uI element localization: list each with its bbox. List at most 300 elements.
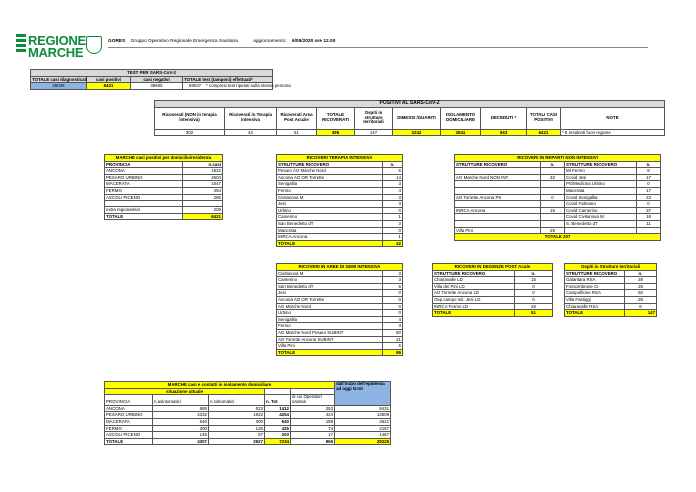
- semi-row-value: 50: [383, 329, 403, 336]
- reparti-row-left-name: [455, 168, 541, 175]
- domicilio-row-value: 2604: [183, 174, 223, 181]
- territoriali-row-name: Campofilone RSA: [565, 290, 625, 297]
- isolamento-cell: 146: [153, 432, 209, 439]
- semi-row-value: 3: [383, 277, 403, 284]
- reparti-row-right-name: Covid Fabriano: [565, 201, 637, 208]
- isolamento-cell: 74: [291, 425, 335, 432]
- domicilio-row-name: FERMO: [105, 187, 183, 194]
- reparti-row-left-name: AO Marche Nord NON INT.: [455, 174, 541, 181]
- reparti-row: [455, 227, 661, 234]
- territoriali-total-label: TOTALE: [565, 310, 625, 317]
- reparti-row-left-name: [455, 181, 541, 188]
- reparti-row-left-value: 15: [541, 207, 565, 214]
- semi-body: [277, 270, 403, 349]
- isolamento-cell: 2157: [335, 425, 391, 432]
- reparti-row-left-value: [541, 187, 565, 194]
- reparti-row-left-value: 32: [541, 174, 565, 181]
- reparti-h3: STRUTTURE RICOVERO: [565, 161, 637, 168]
- reparti-row-left-name: [455, 187, 541, 194]
- isolamento-row: [105, 418, 391, 425]
- domicilio-h1: PROVINCIA: [105, 161, 183, 168]
- semi-row-name: Fermo: [277, 323, 383, 330]
- semi-row-value: 3: [383, 270, 403, 277]
- isolamento-h-prov: PROVINCIA: [105, 395, 153, 406]
- semi-row-name: Villa Pini: [277, 343, 383, 350]
- header-strip: [108, 39, 339, 44]
- ti-row: [277, 168, 403, 175]
- ti-h2: n.: [383, 161, 403, 168]
- territoriali-row-name: Galantara RSA: [565, 277, 625, 284]
- semi-row-value: 0: [383, 310, 403, 317]
- domicilio-row-name: ANCONA: [105, 168, 183, 175]
- postacute-body: [433, 277, 553, 310]
- territoriali-row-name: Villa Fastiggi: [565, 296, 625, 303]
- reparti-row-left-name: [455, 201, 541, 208]
- reparti-row-right-name: MI Fermo: [565, 168, 637, 175]
- isolamento-cell: ANCONA: [105, 405, 153, 412]
- domicilio-body: [105, 168, 223, 214]
- positivi-h4: Ospiti in strutture territoriali: [355, 107, 393, 129]
- semi-row-value: 0: [383, 296, 403, 303]
- ti-row-name: San Benedetto dT: [277, 220, 383, 227]
- isolamento-total-cell: 966: [291, 438, 335, 445]
- ti-row-value: 0: [383, 207, 403, 214]
- tests-header-pos: casi positivi: [87, 76, 131, 83]
- logo-line-2: MARCHE: [28, 44, 84, 60]
- semi-row-value: 5: [383, 283, 403, 290]
- reparti-row-right-value: 17: [637, 187, 661, 194]
- semi-title: RICOVERI IN AREE DI SEMI INTENSIVA: [277, 264, 403, 271]
- positivi-h7: DECEDUTI *: [481, 107, 527, 129]
- postacute-row-value: 0: [515, 283, 553, 290]
- semi-total-label: TOTALE: [277, 349, 383, 356]
- reparti-table: [454, 154, 661, 241]
- tests-pos-value: 6421: [87, 83, 131, 90]
- domicilio-table: [104, 154, 223, 220]
- reparti-row-left-name: [455, 220, 541, 227]
- ti-row-value: 4: [383, 187, 403, 194]
- isolamento-h-oper: di cui Operatori sanitari: [291, 395, 335, 406]
- ti-h1: STRUTTURE RICOVERO: [277, 161, 383, 168]
- reparti-row: [455, 174, 661, 181]
- domicilio-row: [105, 187, 223, 194]
- semi-row-value: 0: [383, 290, 403, 297]
- domicilio-row-name: extra regionale/al: [105, 207, 183, 214]
- org-acronym: GORES: [108, 39, 126, 44]
- domicilio-row: [105, 181, 223, 188]
- postacute-row-value: 0: [515, 296, 553, 303]
- semi-row: [277, 343, 403, 350]
- domicilio-row-value: 1822: [183, 168, 223, 175]
- semi-row-name: Jesi: [277, 290, 383, 297]
- territoriali-title: Ospiti in Strutture territoriali: [565, 264, 657, 271]
- postacute-row: [433, 283, 553, 290]
- isolamento-total-cell: 2927: [209, 438, 265, 445]
- semi-row: [277, 336, 403, 343]
- reparti-body: [455, 168, 661, 234]
- ti-row: [277, 214, 403, 221]
- isolamento-cell: 523: [209, 405, 265, 412]
- isolamento-cell: 4254: [265, 412, 291, 419]
- territoriali-total-value: 147: [625, 310, 657, 317]
- territoriali-table: [564, 263, 657, 317]
- isolamento-h-epi: dall'inizio dell'epidemia ad oggi N.tot: [335, 382, 391, 406]
- semi-row: [277, 290, 403, 297]
- reparti-row-left-value: [541, 168, 565, 175]
- isolamento-cell: 889: [153, 405, 209, 412]
- ti-row-name: Camerino: [277, 214, 383, 221]
- postacute-total-value: 51: [515, 310, 553, 317]
- isolamento-cell: 17: [291, 432, 335, 439]
- semi-row-name: San Benedetto dT: [277, 283, 383, 290]
- isolamento-cell: FERMO: [105, 425, 153, 432]
- semi-row-name: Camerino: [277, 277, 383, 284]
- isolamento-total-cell: 29225: [335, 438, 391, 445]
- isolamento-row: [105, 425, 391, 432]
- semi-row-name: Urbino: [277, 310, 383, 317]
- isolamento-cell: 57: [209, 432, 265, 439]
- tests-neg-value: 38605: [131, 83, 183, 90]
- ti-row-value: 0: [383, 227, 403, 234]
- reparti-row-left-name: Villa Pini: [455, 227, 541, 234]
- positivi-h6: ISOLAMENTO DOMICILIARE: [441, 107, 481, 129]
- reparti-total: [455, 234, 661, 241]
- isolamento-cell: 203: [265, 432, 291, 439]
- reparti-row-right-name: Covid Jesi: [565, 174, 637, 181]
- isolamento-row: [105, 432, 391, 439]
- territoriali-h2: n.: [625, 270, 657, 277]
- domicilio-row-name: MACERATA: [105, 181, 183, 188]
- tests-table: [30, 69, 291, 90]
- positivi-v4: 147: [355, 129, 393, 136]
- territoriali-row: [565, 283, 657, 290]
- domicilio-total-label: TOTALE: [105, 213, 183, 220]
- ti-row-value: 1: [383, 214, 403, 221]
- domicilio-row: [105, 207, 223, 214]
- isolamento-cell: 13509: [335, 412, 391, 419]
- domicilio-row-name: PESARO URBINO: [105, 174, 183, 181]
- tests-header-total: TOTALE casi diagnosticati: [32, 76, 88, 82]
- isolamento-cell: PESARO URBINO: [105, 412, 153, 419]
- positivi-table: [154, 100, 665, 136]
- positivi-h8: TOTALI CASI POSITIVI: [527, 107, 561, 129]
- isolamento-cell: 300: [209, 418, 265, 425]
- reparti-row-right-name: PS/Medicina Urbino: [565, 181, 637, 188]
- semi-row: [277, 270, 403, 277]
- reparti-h1: STRUTTURE RICOVERO: [455, 161, 541, 168]
- postacute-row: [433, 303, 553, 310]
- semi-row: [277, 303, 403, 310]
- positivi-h0: Ricoverati (NON in terapia intensiva): [155, 107, 225, 129]
- isolamento-total-cell: TOTALE: [105, 438, 153, 445]
- reparti-row-right-name: Covid Civitanova M: [565, 214, 637, 221]
- reparti-row: [455, 168, 661, 175]
- domicilio-row-value: 454: [183, 187, 223, 194]
- isolamento-row: [105, 405, 391, 412]
- isolamento-cell: 424: [291, 412, 335, 419]
- reparti-row: [455, 194, 661, 201]
- ti-row-value: 3: [383, 181, 403, 188]
- semi-row: [277, 316, 403, 323]
- isolamento-total-cell: 4307: [153, 438, 209, 445]
- reparti-row: [455, 201, 661, 208]
- positivi-h9: NOTE: [561, 107, 665, 129]
- ti-row-name: Civitanova M: [277, 194, 383, 201]
- ti-row-value: 3: [383, 201, 403, 208]
- positivi-v0: 302: [155, 129, 225, 136]
- postacute-row-name: Osp.campo mil. Jesi LD: [433, 296, 515, 303]
- update-value: 6/05/2020 ore 12.00: [291, 39, 336, 44]
- reparti-row-right-name: Covid Camerino: [565, 207, 637, 214]
- reparti-row-right-value: 0: [637, 201, 661, 208]
- isolamento-title: MARCHE casi e contatti in isolamento domiciliare: [105, 382, 335, 389]
- tests-title: TEST PER SARS-CoV-2: [31, 70, 273, 77]
- reparti-row-left-name: [455, 214, 541, 221]
- domicilio-row-value: 209: [183, 207, 223, 214]
- domicilio-row-value: 285: [183, 194, 223, 201]
- ti-row: [277, 194, 403, 201]
- semi-row: [277, 277, 403, 284]
- semi-total-value: 95: [383, 349, 403, 356]
- isolamento-cell: 940: [265, 418, 291, 425]
- ti-row-name: Ancona AO OR Torrette: [277, 174, 383, 181]
- postacute-title: RICOVERI IN DEGENZE POST Acute: [433, 264, 553, 271]
- postacute-row-name: AO Torrette Ancona LD: [433, 290, 515, 297]
- reparti-row-right-value: 11: [637, 220, 661, 227]
- ti-row-value: 1: [383, 234, 403, 241]
- isolamento-body: [105, 405, 391, 438]
- semi-row-value: 3: [383, 323, 403, 330]
- positivi-v7: 943: [481, 129, 527, 136]
- reparti-row-left-value: [541, 214, 565, 221]
- isolamento-subtitle: situazione attuale: [105, 388, 265, 395]
- reparti-row: [455, 181, 661, 188]
- ti-row: [277, 174, 403, 181]
- tests-header-neg: casi negativi: [131, 76, 183, 83]
- reparti-row-left-name: INRCA Ancona: [455, 207, 541, 214]
- isolamento-cell: 640: [153, 418, 209, 425]
- ti-row-name: Senigallia: [277, 181, 383, 188]
- isolamento-cell: 1922: [209, 412, 265, 419]
- semi-row-value: 21: [383, 336, 403, 343]
- reparti-h2: n.: [541, 161, 565, 168]
- tests-total-value: 45026: [31, 83, 87, 90]
- postacute-row-value: 0: [515, 290, 553, 297]
- positivi-v3: 395: [317, 129, 355, 136]
- territoriali-row-value: 25: [625, 283, 657, 290]
- reparti-total-value: 207: [563, 234, 571, 240]
- isolamento-cell: MACERATA: [105, 418, 153, 425]
- positivi-v6: 2841: [441, 129, 481, 136]
- semi-row-name: Ancona AO OR Torrette: [277, 296, 383, 303]
- tests-note: * compresi test ripetuti sulla stessa persona: [206, 83, 291, 89]
- semi-row-name: AO Marche Nord: [277, 303, 383, 310]
- isolamento-cell: 253: [291, 405, 335, 412]
- reparti-row-right-value: 37: [637, 207, 661, 214]
- territoriali-row: [565, 290, 657, 297]
- reparti-row-left-value: [541, 181, 565, 188]
- territoriali-row: [565, 296, 657, 303]
- positivi-v2: 51: [277, 129, 317, 136]
- domicilio-h2: n.casi: [183, 161, 223, 168]
- ti-row: [277, 187, 403, 194]
- reparti-row-left-value: 0: [541, 194, 565, 201]
- postacute-row: [433, 277, 553, 284]
- isolamento-cell: 425: [265, 425, 291, 432]
- domicilio-row-name: ASCOLI PICENO: [105, 194, 183, 201]
- reparti-row-right-name: S. Benedetto dT: [565, 220, 637, 227]
- semi-row: [277, 310, 403, 317]
- isolamento-cell: 198: [291, 418, 335, 425]
- semi-row-name: Civitanova M: [277, 270, 383, 277]
- territoriali-row-value: 6: [625, 303, 657, 310]
- isolamento-cell: 1467: [335, 432, 391, 439]
- reparti-title: RICOVERI IN REPARTI NON INTENSIVI: [455, 155, 661, 162]
- isolamento-cell: 2332: [153, 412, 209, 419]
- positivi-h5: DIMESSI /GUARITI: [393, 107, 441, 129]
- postacute-row-value: 26: [515, 303, 553, 310]
- ti-row-name: Macerata: [277, 227, 383, 234]
- tests-tests-cell: [183, 83, 291, 90]
- ti-row-name: Pesaro AO Marche Nord: [277, 168, 383, 175]
- isolamento-cell: 3621: [335, 418, 391, 425]
- reparti-row-right-value: 17: [637, 174, 661, 181]
- postacute-row: [433, 290, 553, 297]
- reparti-row: [455, 220, 661, 227]
- territoriali-row: [565, 303, 657, 310]
- territoriali-row-value: 28: [625, 296, 657, 303]
- domicilio-title: MARCHE casi positivi per domicilio/residenza: [105, 155, 223, 162]
- ti-row: [277, 207, 403, 214]
- domicilio-row: [105, 174, 223, 181]
- reparti-row-left-value: [541, 201, 565, 208]
- isolamento-cell: ASCOLI PICENO: [105, 432, 153, 439]
- isolamento-h-tot: n. Tot: [265, 395, 291, 406]
- positivi-h3: TOTALE RICOVERATI: [317, 107, 355, 129]
- ti-row: [277, 227, 403, 234]
- tests-header-tests: TOTALE test (tamponi) effettuati*: [183, 76, 273, 83]
- domicilio-row-value: 1047: [183, 181, 223, 188]
- isolamento-h-asint: n.asintomatici: [153, 395, 209, 406]
- ti-row-name: Urbino: [277, 207, 383, 214]
- semi-row-value: 0: [383, 303, 403, 310]
- domicilio-row: [105, 194, 223, 201]
- isolamento-h-sint: n.sintomatici: [209, 395, 265, 406]
- semi-row: [277, 296, 403, 303]
- semi-row-name: Senigallia: [277, 316, 383, 323]
- postacute-h2: n.: [515, 270, 553, 277]
- reparti-row-right-name: Covid Senigallia: [565, 194, 637, 201]
- isolamento-row: [105, 412, 391, 419]
- territoriali-row: [565, 277, 657, 284]
- ti-body: [277, 168, 403, 241]
- territoriali-row-name: Fossombrone CI: [565, 283, 625, 290]
- ti-table: [276, 154, 403, 247]
- reparti-row-right-value: 0: [637, 181, 661, 188]
- semi-row: [277, 283, 403, 290]
- ti-row-name: Jesi: [277, 201, 383, 208]
- reparti-row: [455, 187, 661, 194]
- postacute-row-name: Villa dei Pini LD: [433, 283, 515, 290]
- logo-line-1: REGIONE: [28, 33, 86, 48]
- reparti-total-label: TOTALE: [544, 234, 562, 240]
- ti-row: [277, 234, 403, 241]
- ti-row-value: 3: [383, 194, 403, 201]
- postacute-table: [432, 263, 553, 317]
- postacute-row: [433, 296, 553, 303]
- territoriali-row-name: Chiaravalle RSA: [565, 303, 625, 310]
- reparti-row-right-name: Macerata: [565, 187, 637, 194]
- ti-row: [277, 181, 403, 188]
- postacute-row-name: Chiaravalle LD: [433, 277, 515, 284]
- isolamento-table: [104, 381, 391, 445]
- semi-table: [276, 263, 403, 356]
- reparti-row-left-name: AO Torrette Ancona PS: [455, 194, 541, 201]
- positivi-h2: Ricoverati Area Post Acuzie: [277, 107, 317, 129]
- reparti-row: [455, 214, 661, 221]
- postacute-h1: STRUTTURE RICOVERO: [433, 270, 515, 277]
- ti-total-label: TOTALE: [277, 240, 383, 247]
- tests-tests-value: 69037: [188, 83, 202, 89]
- positivi-v9: * 8 residenti fuori regione: [561, 129, 665, 136]
- logo-emblem-icon: [86, 36, 102, 54]
- domicilio-total-value: 6421: [183, 213, 223, 220]
- semi-row-name: AO Marche Nord Pesaro SUBINT: [277, 329, 383, 336]
- reparti-row-right-name: [565, 227, 637, 234]
- ti-row-value: 6: [383, 168, 403, 175]
- positivi-h1: Ricoverati in Terapia intensiva: [225, 107, 277, 129]
- semi-row: [277, 329, 403, 336]
- semi-row-name: AO Torrette Ancona SUBINT: [277, 336, 383, 343]
- update-label: aggiornamento:: [253, 39, 287, 44]
- header-rule: [108, 47, 648, 48]
- ti-row-name: INRCA Ancona: [277, 234, 383, 241]
- ti-row: [277, 220, 403, 227]
- org-name: Gruppo Operativo Regionale Emergenza Sanitaria: [130, 39, 238, 44]
- isolamento-total-row: [105, 438, 391, 445]
- semi-row: [277, 323, 403, 330]
- reparti-row-left-value: 29: [541, 227, 565, 234]
- ti-row: [277, 201, 403, 208]
- reparti-row-right-value: 23: [637, 194, 661, 201]
- territoriali-h1: STRUTTURE RICOVERO: [565, 270, 625, 277]
- postacute-row-value: 15: [515, 277, 553, 284]
- ti-total-value: 42: [383, 240, 403, 247]
- territoriali-row-value: 60: [625, 290, 657, 297]
- isolamento-cell: 1412: [265, 405, 291, 412]
- positivi-title: POSITIVI AL SARS-CoV-2: [155, 101, 665, 108]
- isolamento-cell: 8431: [335, 405, 391, 412]
- isolamento-cell: 125: [209, 425, 265, 432]
- territoriali-body: [565, 277, 657, 310]
- positivi-v5: 2242: [393, 129, 441, 136]
- ti-row-name: Fermo: [277, 187, 383, 194]
- ti-row-value: 3: [383, 220, 403, 227]
- isolamento-total-cell: 7234: [265, 438, 291, 445]
- positivi-v8: 6421: [527, 129, 561, 136]
- reparti-h4: n.: [637, 161, 661, 168]
- postacute-row-name: INRCA Fermo LD: [433, 303, 515, 310]
- logo-stripes: [16, 34, 26, 56]
- ti-row-value: 14: [383, 174, 403, 181]
- reparti-row-right-value: 18: [637, 214, 661, 221]
- semi-row-value: 4: [383, 316, 403, 323]
- domicilio-row: [105, 168, 223, 175]
- postacute-total-label: TOTALE: [433, 310, 515, 317]
- reparti-row-right-value: [637, 227, 661, 234]
- territoriali-row-value: 28: [625, 277, 657, 284]
- isolamento-cell: 300: [153, 425, 209, 432]
